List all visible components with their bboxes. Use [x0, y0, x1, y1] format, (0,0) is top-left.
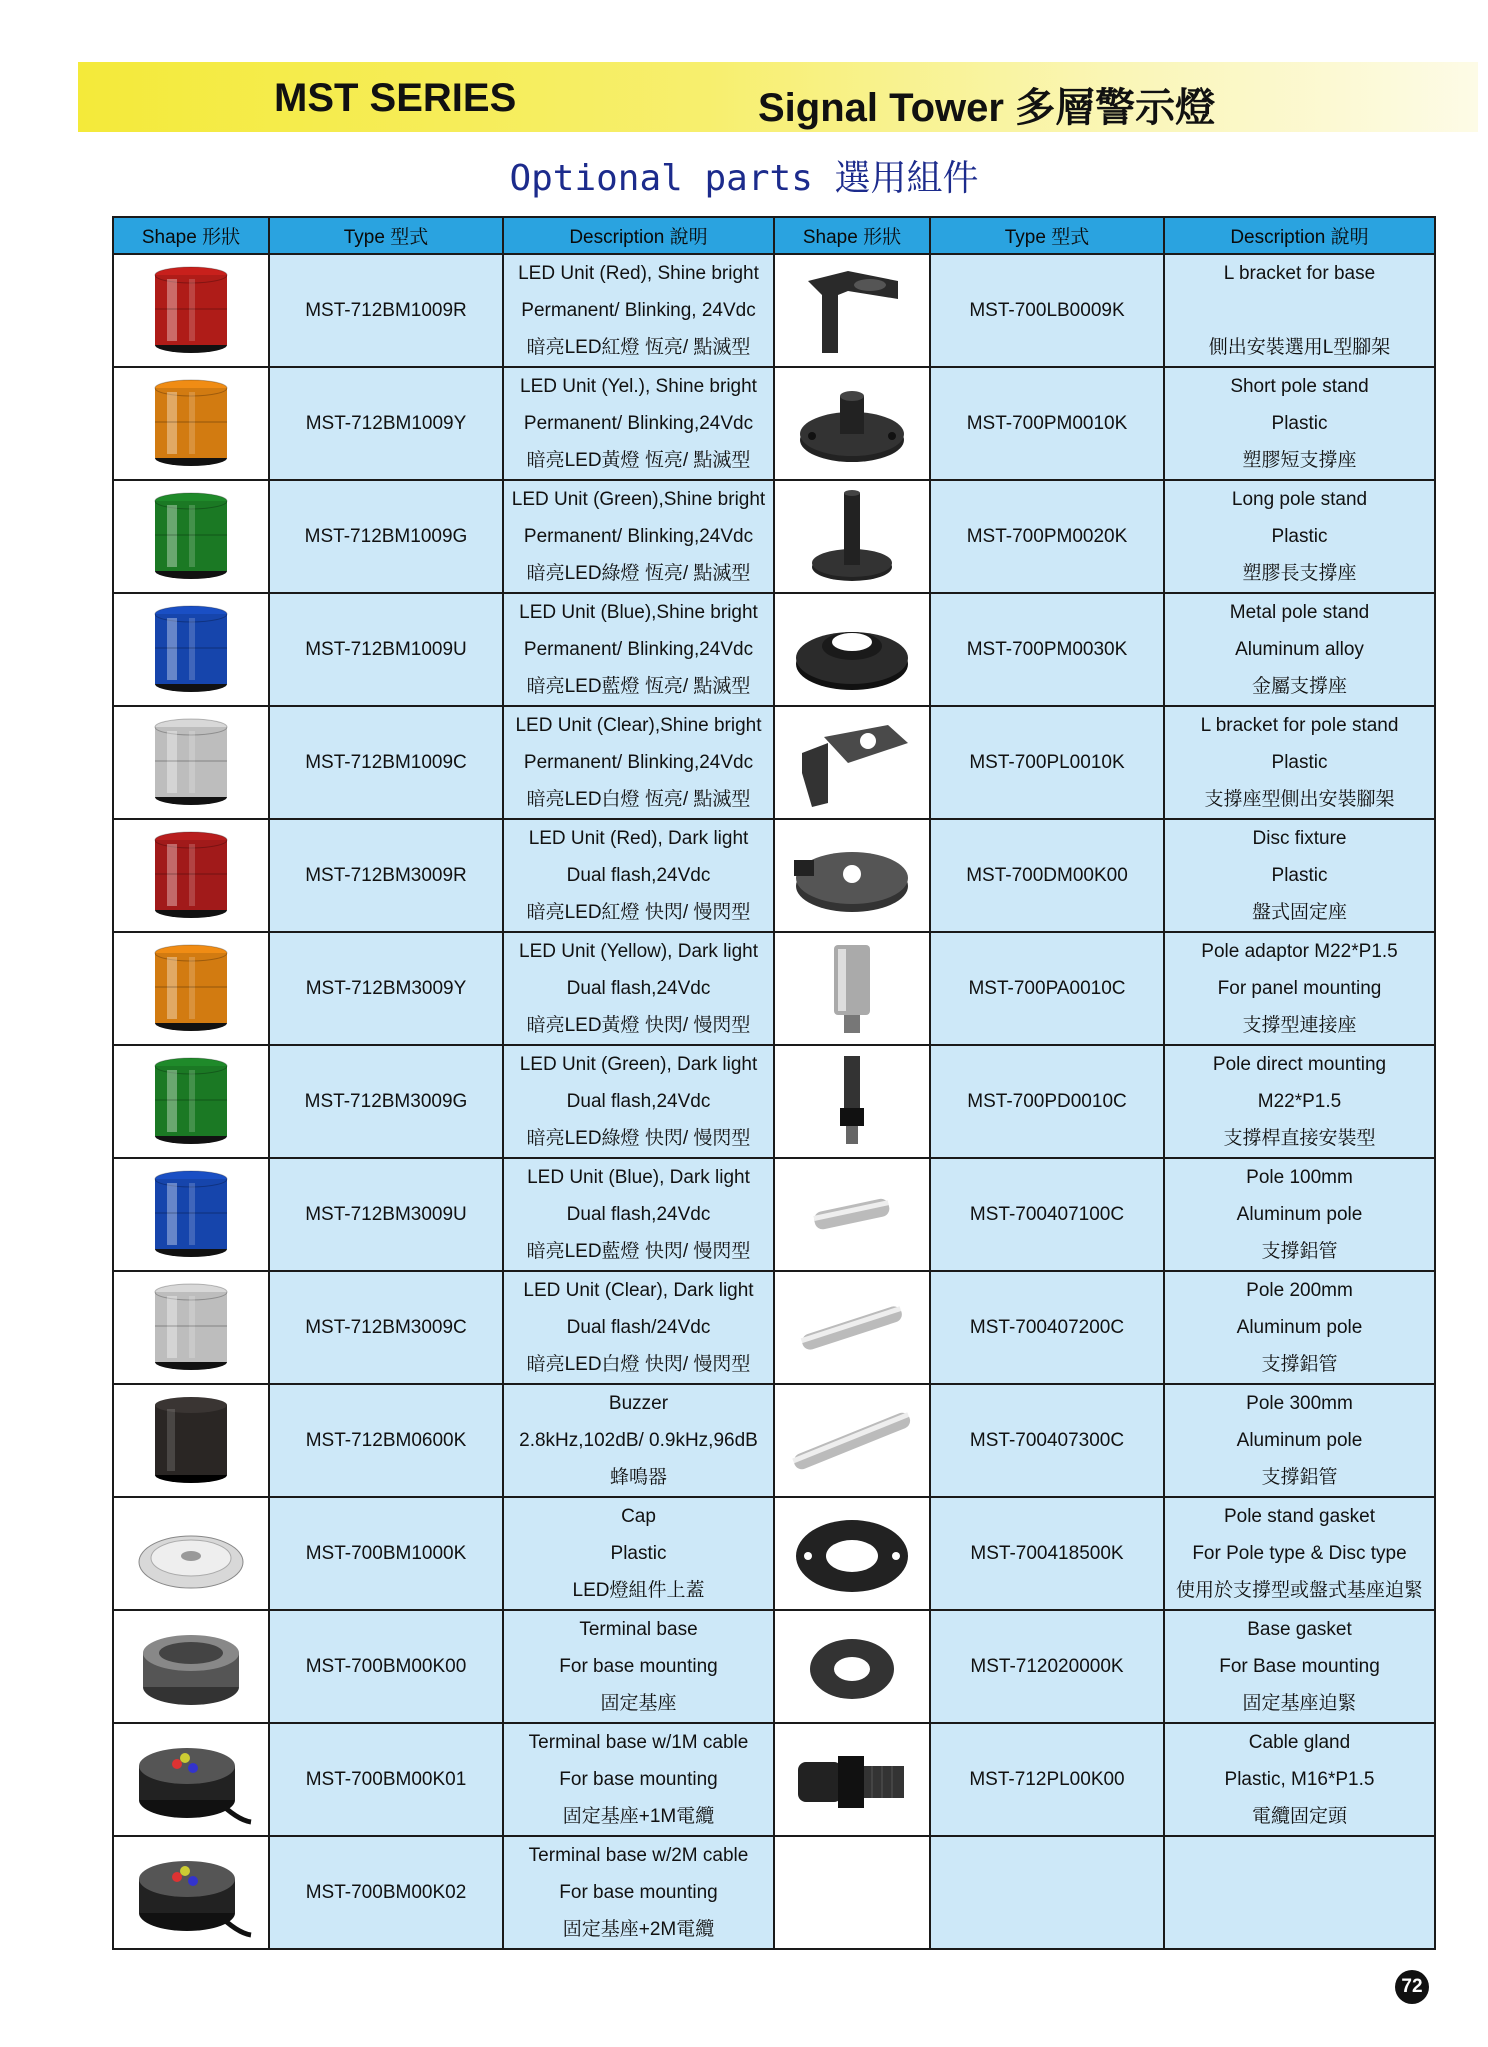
table-row	[113, 1271, 1435, 1384]
right-shape-cell	[774, 819, 930, 932]
description-line: 固定基座+1M電纜	[562, 1806, 715, 1827]
right-description-cell	[1164, 1497, 1435, 1610]
left-shape-cell	[113, 367, 269, 480]
left-type-cell	[269, 1045, 503, 1158]
description-line: Terminal base	[579, 1619, 698, 1640]
part-type: MST-700PM0020K	[966, 525, 1128, 547]
part-type: MST-700LB0009K	[969, 299, 1125, 321]
description-line: 暗亮LED紅燈 快閃/ 慢閃型	[526, 902, 751, 923]
page-number: 72	[1395, 1970, 1429, 2004]
left-type-cell	[269, 1158, 503, 1271]
right-shape-cell	[774, 480, 930, 593]
led-unit-green-icon	[114, 481, 268, 592]
part-type: MST-700PA0010C	[968, 977, 1126, 999]
table-row	[113, 480, 1435, 593]
description-line: Pole 200mm	[1246, 1280, 1353, 1301]
description-line: LED Unit (Green), Dark light	[519, 1054, 758, 1075]
right-description-cell	[1164, 706, 1435, 819]
description-line: 塑膠長支撐座	[1242, 563, 1357, 584]
description-line: 固定基座	[600, 1693, 677, 1714]
description-line: Pole direct mounting	[1212, 1054, 1387, 1075]
description-line: 支撐型連接座	[1242, 1015, 1357, 1036]
table-row	[113, 1610, 1435, 1723]
right-description-cell	[1164, 367, 1435, 480]
left-shape-cell	[113, 1497, 269, 1610]
table-row	[113, 254, 1435, 367]
short-pole-stand-icon	[775, 368, 929, 479]
left-type-cell	[269, 367, 503, 480]
right-shape-cell	[774, 1497, 930, 1610]
description-line: Permanent/ Blinking,24Vdc	[523, 413, 754, 434]
led-unit-blue-icon	[114, 1159, 268, 1270]
right-description-cell	[1164, 1384, 1435, 1497]
description-line: 支撐座型側出安裝腳架	[1204, 789, 1395, 810]
column-header: Type 型式	[269, 217, 503, 254]
right-type-cell	[930, 1158, 1164, 1271]
left-shape-cell	[113, 1045, 269, 1158]
part-type: MST-700PM0010K	[966, 412, 1128, 434]
description-line: 固定基座+2M電纜	[562, 1919, 715, 1940]
column-header: Description 說明	[503, 217, 774, 254]
part-type: MST-712BM1009R	[305, 299, 467, 321]
right-description-cell	[1164, 819, 1435, 932]
description-line: For base mounting	[559, 1769, 718, 1790]
right-shape-cell	[774, 1158, 930, 1271]
description-line: LED Unit (Clear),Shine bright	[515, 715, 762, 736]
description-line: 金屬支撐座	[1251, 676, 1347, 697]
aluminum-pole-short-icon	[775, 1159, 929, 1270]
description-line	[1165, 292, 1434, 329]
right-shape-cell	[774, 1836, 930, 1949]
table-row	[113, 1158, 1435, 1271]
left-shape-cell	[113, 1610, 269, 1723]
description-line: For base mounting	[559, 1656, 718, 1677]
description-line: M22*P1.5	[1257, 1091, 1342, 1112]
header-banner	[78, 62, 1478, 132]
table-header-row	[113, 217, 1435, 254]
description-line: 支撐鋁管	[1261, 1241, 1338, 1262]
left-shape-cell	[113, 932, 269, 1045]
description-line: Dual flash,24Vdc	[566, 1091, 711, 1112]
right-shape-cell	[774, 593, 930, 706]
left-description-cell	[503, 593, 774, 706]
pole-adaptor-icon	[775, 933, 929, 1044]
table-row	[113, 593, 1435, 706]
left-description-cell	[503, 1723, 774, 1836]
aluminum-pole-long-icon	[775, 1385, 929, 1496]
right-description-cell	[1164, 254, 1435, 367]
description-line: 電纜固定頭	[1251, 1806, 1347, 1827]
right-shape-cell	[774, 254, 930, 367]
column-header: Shape 形狀	[113, 217, 269, 254]
description-line: For Pole type & Disc type	[1192, 1543, 1407, 1564]
part-type: MST-700BM1000K	[305, 1542, 467, 1564]
left-description-cell	[503, 706, 774, 819]
aluminum-pole-medium-icon	[775, 1272, 929, 1383]
right-type-cell	[930, 480, 1164, 593]
part-type: MST-712PL00K00	[969, 1768, 1125, 1790]
description-line: 支撐桿直接安裝型	[1223, 1128, 1376, 1149]
left-shape-cell	[113, 254, 269, 367]
series-title: MST SERIES	[274, 76, 517, 120]
left-type-cell	[269, 480, 503, 593]
description-line: LED Unit (Red), Dark light	[528, 828, 749, 849]
table-row	[113, 706, 1435, 819]
description-line: 塑膠短支撐座	[1242, 450, 1357, 471]
description-line: Dual flash,24Vdc	[566, 1204, 711, 1225]
table-row	[113, 1045, 1435, 1158]
led-unit-green-icon	[114, 1046, 268, 1157]
part-type: MST-712BM1009Y	[305, 412, 467, 434]
description-line: Pole stand gasket	[1223, 1506, 1376, 1527]
product-title: Signal Tower 多層警示燈	[758, 86, 1216, 130]
description-line: 暗亮LED綠燈 恆亮/ 點滅型	[526, 563, 751, 584]
led-unit-yellow-icon	[114, 368, 268, 479]
description-line: 2.8kHz,102dB/ 0.9kHz,96dB	[519, 1430, 758, 1451]
description-line: Aluminum pole	[1236, 1204, 1363, 1225]
description-line: For Base mounting	[1219, 1656, 1380, 1677]
left-description-cell	[503, 819, 774, 932]
description-line: Aluminum pole	[1236, 1317, 1363, 1338]
left-type-cell	[269, 593, 503, 706]
left-type-cell	[269, 1610, 503, 1723]
table-row	[113, 1836, 1435, 1949]
right-type-cell	[930, 1723, 1164, 1836]
description-line: Permanent/ Blinking,24Vdc	[523, 526, 754, 547]
right-description-cell	[1164, 1610, 1435, 1723]
right-description-cell	[1164, 1045, 1435, 1158]
part-type: MST-712BM1009U	[305, 638, 467, 660]
l-bracket-pole-icon	[775, 707, 929, 818]
right-type-cell	[930, 1384, 1164, 1497]
right-description-cell	[1164, 932, 1435, 1045]
left-shape-cell	[113, 1723, 269, 1836]
part-type: MST-700BM00K02	[305, 1881, 467, 1903]
long-pole-stand-icon	[775, 481, 929, 592]
description-line: For base mounting	[559, 1882, 718, 1903]
table-row	[113, 932, 1435, 1045]
right-description-cell	[1164, 480, 1435, 593]
left-type-cell	[269, 254, 503, 367]
description-line: Terminal base w/1M cable	[528, 1732, 749, 1753]
description-line: Terminal base w/2M cable	[528, 1845, 749, 1866]
description-line: 暗亮LED黃燈 快閃/ 慢閃型	[526, 1015, 751, 1036]
part-type: MST-712BM3009G	[304, 1090, 468, 1112]
description-line: Dual flash,24Vdc	[566, 865, 711, 886]
table-row	[113, 1497, 1435, 1610]
right-shape-cell	[774, 1271, 930, 1384]
description-line: 暗亮LED藍燈 快閃/ 慢閃型	[526, 1241, 751, 1262]
left-shape-cell	[113, 480, 269, 593]
column-header: Description 說明	[1164, 217, 1435, 254]
description-line: LED Unit (Clear), Dark light	[523, 1280, 754, 1301]
table-row	[113, 1384, 1435, 1497]
left-shape-cell	[113, 1271, 269, 1384]
table-row	[113, 1723, 1435, 1836]
right-type-cell	[930, 1045, 1164, 1158]
right-type-cell	[930, 1836, 1164, 1949]
left-type-cell	[269, 706, 503, 819]
right-description-cell	[1164, 1158, 1435, 1271]
disc-fixture-icon	[775, 820, 929, 931]
cable-gland-icon	[775, 1724, 929, 1835]
description-line: Aluminum pole	[1236, 1430, 1363, 1451]
part-type: MST-700407300C	[969, 1429, 1125, 1451]
description-line: For panel mounting	[1217, 978, 1382, 999]
description-line: LED燈組件上蓋	[572, 1580, 705, 1601]
led-unit-clear-icon	[114, 1272, 268, 1383]
led-unit-blue-icon	[114, 594, 268, 705]
description-line: Plastic	[1271, 752, 1328, 773]
table-row	[113, 367, 1435, 480]
part-type: MST-700407200C	[969, 1316, 1125, 1338]
left-shape-cell	[113, 593, 269, 706]
led-unit-yellow-icon	[114, 933, 268, 1044]
right-shape-cell	[774, 1384, 930, 1497]
base-gasket-icon	[775, 1611, 929, 1722]
description-line: 暗亮LED綠燈 快閃/ 慢閃型	[526, 1128, 751, 1149]
l-bracket-base-icon	[775, 255, 929, 366]
left-type-cell	[269, 932, 503, 1045]
description-line: 使用於支撐型或盤式基座迫緊	[1175, 1580, 1423, 1601]
description-line: Plastic	[610, 1543, 667, 1564]
right-description-cell	[1164, 1723, 1435, 1836]
description-line: 支撐鋁管	[1261, 1467, 1338, 1488]
left-description-cell	[503, 1045, 774, 1158]
left-shape-cell	[113, 1836, 269, 1949]
description-line: 蜂鳴器	[609, 1467, 667, 1488]
left-type-cell	[269, 1271, 503, 1384]
description-line: 暗亮LED白燈 快閃/ 慢閃型	[526, 1354, 751, 1375]
description-line: Metal pole stand	[1229, 602, 1370, 623]
right-description-cell	[1164, 593, 1435, 706]
description-line: LED Unit (Blue),Shine bright	[519, 602, 758, 623]
description-line: 暗亮LED紅燈 恆亮/ 點滅型	[526, 337, 751, 358]
description-line: 固定基座迫緊	[1242, 1693, 1357, 1714]
description-line: Plastic	[1271, 413, 1328, 434]
right-shape-cell	[774, 367, 930, 480]
left-shape-cell	[113, 1158, 269, 1271]
right-type-cell	[930, 1271, 1164, 1384]
description-line: 盤式固定座	[1251, 902, 1347, 923]
led-unit-clear-icon	[114, 707, 268, 818]
description-line: Pole 300mm	[1246, 1393, 1353, 1414]
right-type-cell	[930, 1497, 1164, 1610]
left-description-cell	[503, 367, 774, 480]
right-shape-cell	[774, 1045, 930, 1158]
left-type-cell	[269, 1384, 503, 1497]
description-line: Aluminum alloy	[1235, 639, 1364, 660]
description-line: L bracket for pole stand	[1200, 715, 1399, 736]
description-line: Permanent/ Blinking, 24Vdc	[521, 300, 756, 321]
description-line: L bracket for base	[1223, 263, 1376, 284]
section-subtitle: Optional parts 選用組件	[509, 158, 979, 199]
left-description-cell	[503, 1271, 774, 1384]
terminal-base-cable-icon	[114, 1724, 268, 1835]
description-line: Pole 100mm	[1246, 1167, 1353, 1188]
right-shape-cell	[774, 1723, 930, 1836]
part-type: MST-712BM1009C	[305, 751, 467, 773]
part-type: MST-700BM00K00	[305, 1655, 467, 1677]
right-type-cell	[930, 819, 1164, 932]
description-line: Long pole stand	[1231, 489, 1368, 510]
right-description-cell	[1164, 1271, 1435, 1384]
description-line: 暗亮LED黃燈 恆亮/ 點滅型	[526, 450, 751, 471]
description-line: Cable gland	[1248, 1732, 1351, 1753]
description-line: 支撐鋁管	[1261, 1354, 1338, 1375]
led-unit-red-icon	[114, 255, 268, 366]
part-type: MST-700PM0030K	[966, 638, 1128, 660]
left-description-cell	[503, 1158, 774, 1271]
led-unit-red-icon	[114, 820, 268, 931]
right-shape-cell	[774, 1610, 930, 1723]
part-type: MST-700407100C	[969, 1203, 1125, 1225]
part-type: MST-712BM3009U	[305, 1203, 467, 1225]
description-line: Plastic	[1271, 526, 1328, 547]
description-line: 暗亮LED藍燈 恆亮/ 點滅型	[526, 676, 751, 697]
description-line: Base gasket	[1247, 1619, 1352, 1640]
right-type-cell	[930, 254, 1164, 367]
buzzer-icon	[114, 1385, 268, 1496]
left-type-cell	[269, 1497, 503, 1610]
left-description-cell	[503, 480, 774, 593]
left-description-cell	[503, 1836, 774, 1949]
left-type-cell	[269, 1723, 503, 1836]
right-shape-cell	[774, 932, 930, 1045]
description-line: LED Unit (Yellow), Dark light	[519, 941, 758, 962]
metal-pole-stand-icon	[775, 594, 929, 705]
description-line: LED Unit (Red), Shine bright	[518, 263, 759, 284]
left-description-cell	[503, 1497, 774, 1610]
description-line: LED Unit (Yel.), Shine bright	[520, 376, 757, 397]
description-line: Permanent/ Blinking,24Vdc	[523, 639, 754, 660]
left-type-cell	[269, 1836, 503, 1949]
part-type: MST-700PD0010C	[967, 1090, 1127, 1112]
left-shape-cell	[113, 706, 269, 819]
description-line: Pole adaptor M22*P1.5	[1201, 941, 1398, 962]
part-type: MST-700418500K	[970, 1542, 1124, 1564]
part-type: MST-712020000K	[970, 1655, 1124, 1677]
pole-direct-mount-icon	[775, 1046, 929, 1157]
left-description-cell	[503, 932, 774, 1045]
description-line: Plastic	[1271, 865, 1328, 886]
description-line: Plastic, M16*P1.5	[1224, 1769, 1375, 1790]
column-header: Type 型式	[930, 217, 1164, 254]
terminal-base-cable-icon	[114, 1837, 268, 1948]
description-line: 側出安裝選用L型腳架	[1208, 337, 1391, 358]
parts-table	[112, 216, 1436, 1950]
right-type-cell	[930, 367, 1164, 480]
part-type: MST-700PL0010K	[969, 751, 1125, 773]
left-description-cell	[503, 1384, 774, 1497]
description-line: Buzzer	[608, 1393, 669, 1414]
left-shape-cell	[113, 819, 269, 932]
description-line: Permanent/ Blinking,24Vdc	[523, 752, 754, 773]
right-type-cell	[930, 932, 1164, 1045]
column-header: Shape 形狀	[774, 217, 930, 254]
right-type-cell	[930, 706, 1164, 819]
left-type-cell	[269, 819, 503, 932]
right-shape-cell	[774, 706, 930, 819]
part-type: MST-712BM1009G	[304, 525, 468, 547]
part-type: MST-712BM0600K	[305, 1429, 467, 1451]
terminal-base-icon	[114, 1611, 268, 1722]
description-line: Disc fixture	[1252, 828, 1347, 849]
pole-stand-gasket-icon	[775, 1498, 929, 1609]
part-type: MST-712BM3009C	[305, 1316, 467, 1338]
description-line: Dual flash,24Vdc	[566, 978, 711, 999]
part-type: MST-700DM00K00	[966, 864, 1128, 886]
left-description-cell	[503, 1610, 774, 1723]
part-type: MST-712BM3009R	[305, 864, 467, 886]
description-line: LED Unit (Blue), Dark light	[527, 1167, 750, 1188]
cap-icon	[114, 1498, 268, 1609]
right-type-cell	[930, 593, 1164, 706]
left-shape-cell	[113, 1384, 269, 1497]
description-line: 暗亮LED白燈 恆亮/ 點滅型	[526, 789, 751, 810]
part-type: MST-700BM00K01	[305, 1768, 467, 1790]
right-type-cell	[930, 1610, 1164, 1723]
table-row	[113, 819, 1435, 932]
description-line: Short pole stand	[1230, 376, 1369, 397]
left-description-cell	[503, 254, 774, 367]
description-line: LED Unit (Green),Shine bright	[511, 489, 766, 510]
right-description-cell	[1164, 1836, 1435, 1949]
part-type: MST-712BM3009Y	[305, 977, 467, 999]
description-line: Dual flash/24Vdc	[566, 1317, 711, 1338]
description-line: Cap	[621, 1506, 656, 1527]
